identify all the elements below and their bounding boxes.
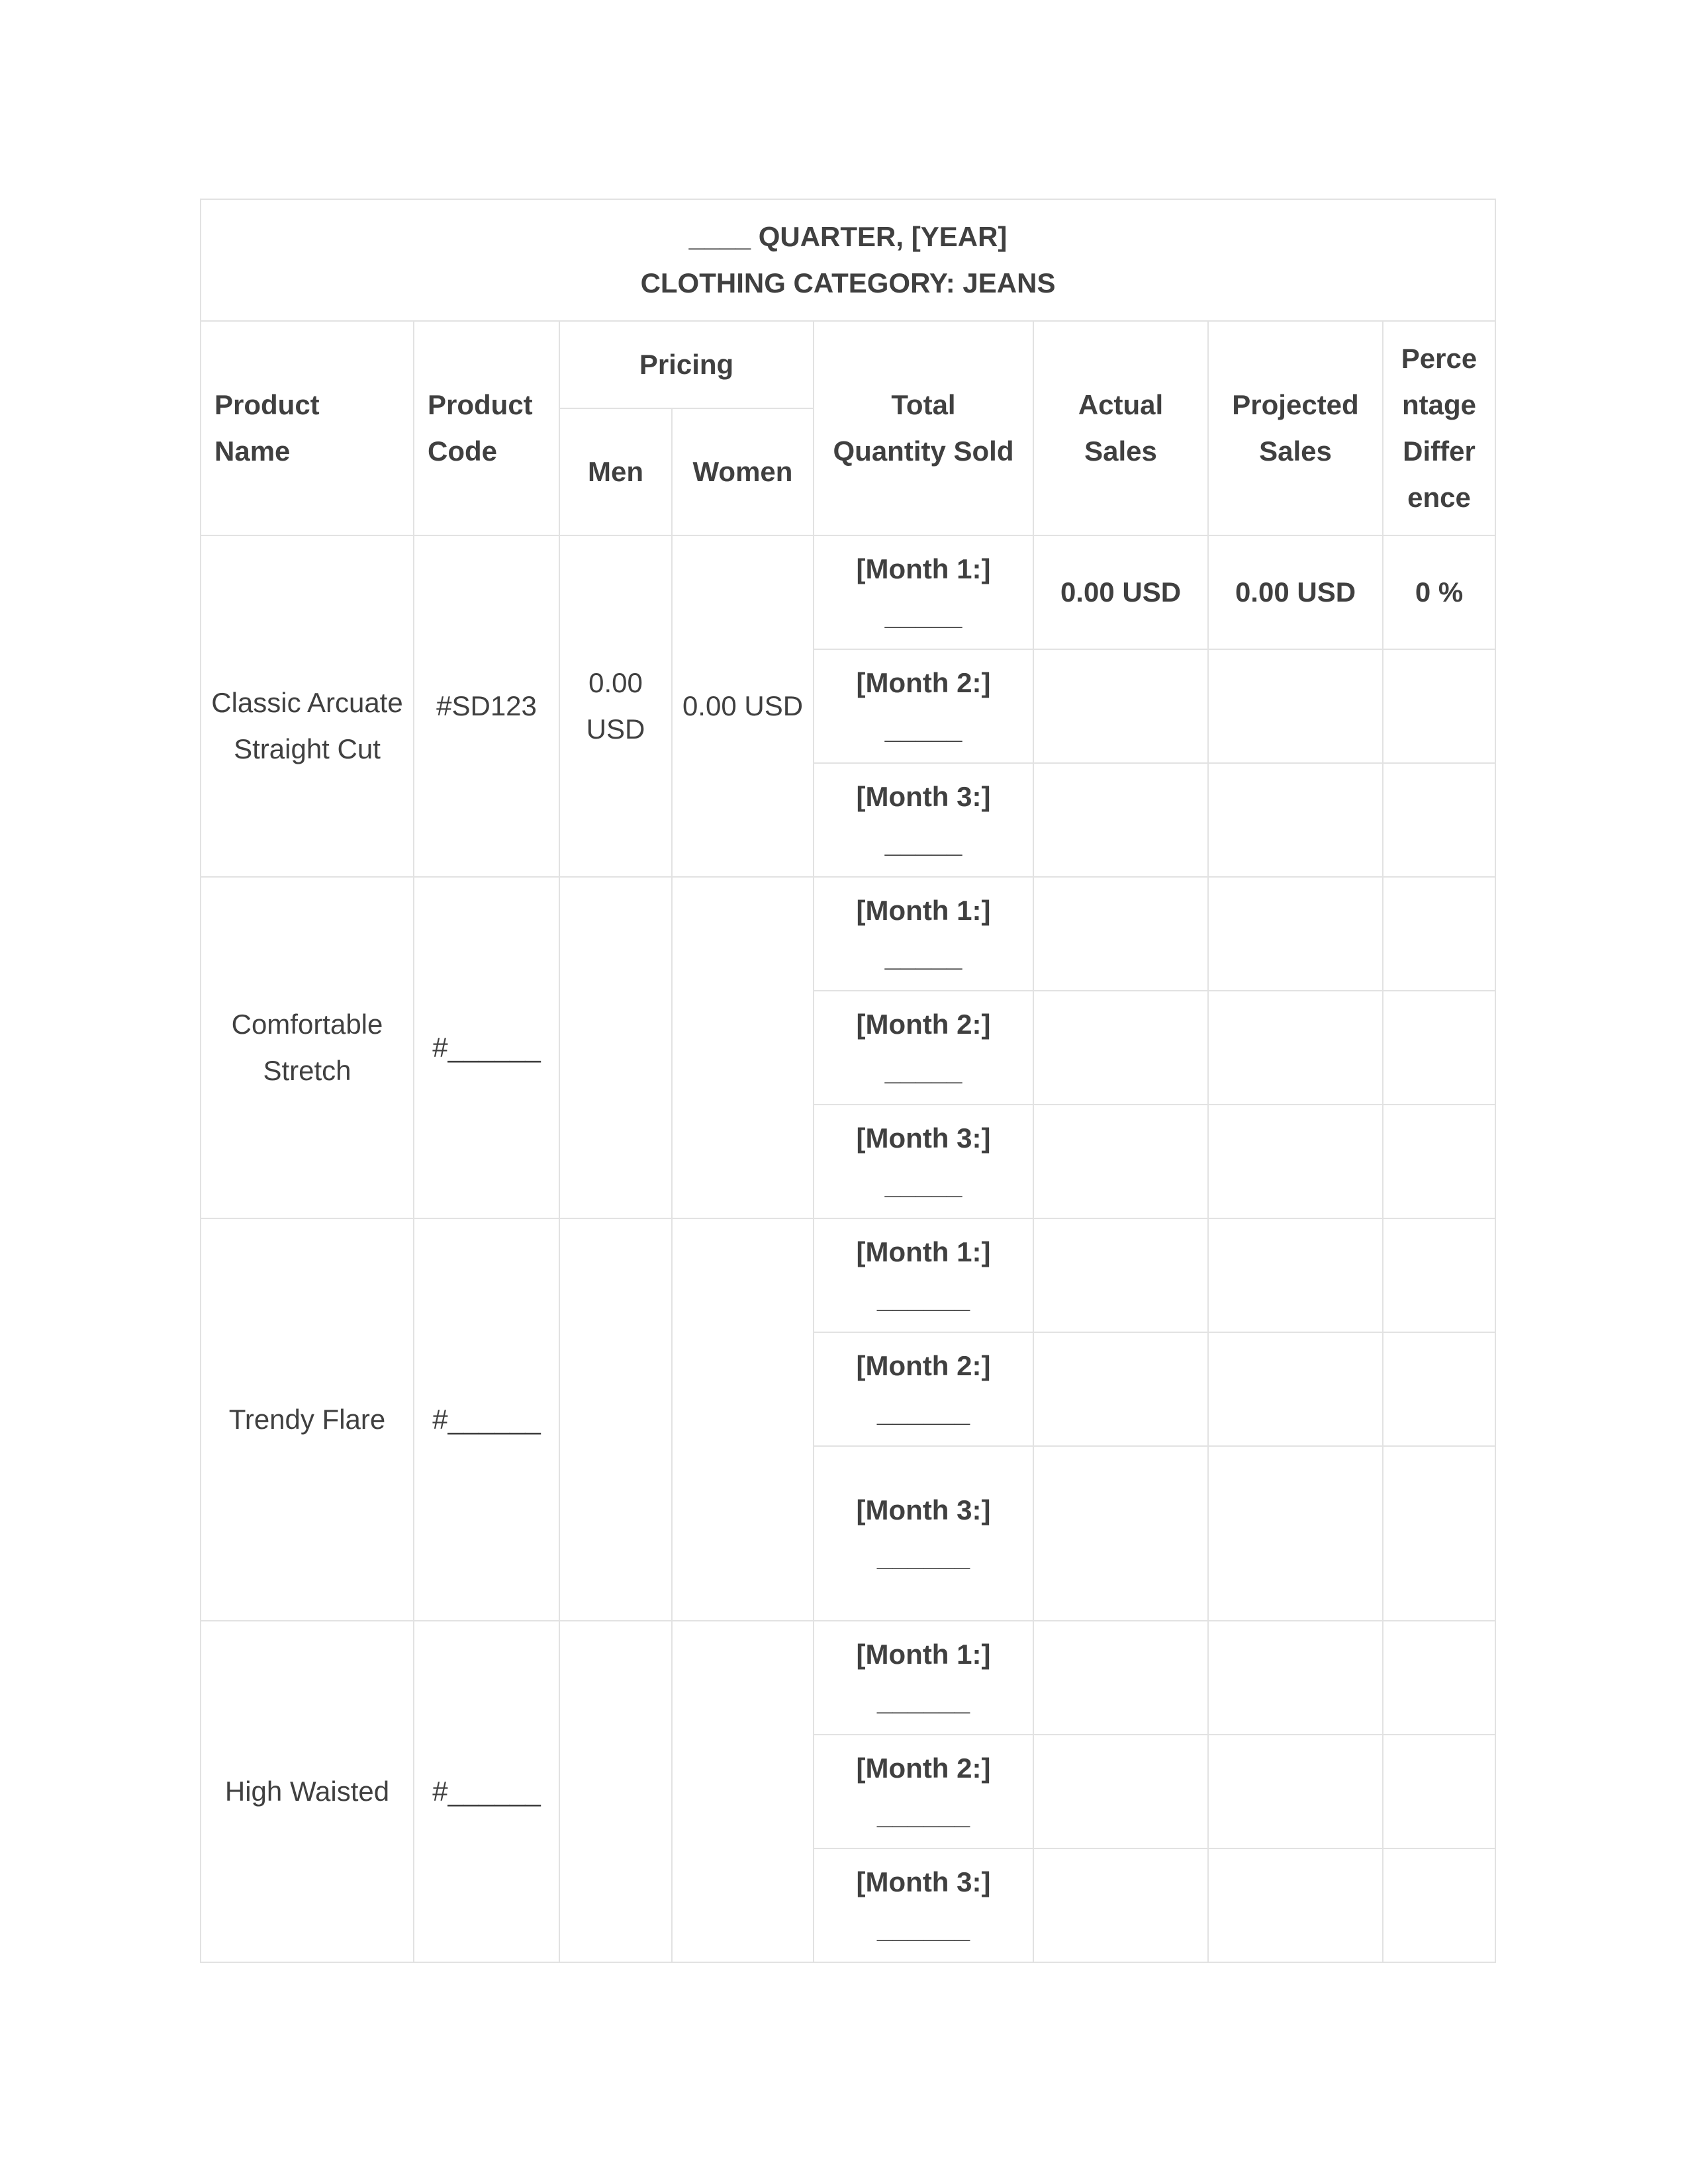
men-price-cell bbox=[559, 877, 672, 1218]
product-name-cell: Trendy Flare bbox=[201, 1218, 414, 1621]
month-cell: [Month 1:] _____ bbox=[814, 877, 1033, 991]
projected-sales-cell bbox=[1208, 991, 1383, 1105]
header-percentage-difference: Perce ntage Differ ence bbox=[1383, 321, 1495, 535]
actual-sales-cell bbox=[1033, 1735, 1208, 1848]
month-cell: [Month 2:] ______ bbox=[814, 1332, 1033, 1446]
actual-sales-cell bbox=[1033, 1621, 1208, 1735]
projected-sales-cell bbox=[1208, 1735, 1383, 1848]
percentage-cell: 0 % bbox=[1383, 535, 1495, 649]
projected-sales-cell bbox=[1208, 1332, 1383, 1446]
percentage-cell bbox=[1383, 649, 1495, 763]
month-cell: [Month 2:] ______ bbox=[814, 1735, 1033, 1848]
projected-sales-cell bbox=[1208, 763, 1383, 877]
actual-sales-cell bbox=[1033, 877, 1208, 991]
month-cell: [Month 3:] ______ bbox=[814, 1848, 1033, 1962]
title-category: CLOTHING CATEGORY: JEANS bbox=[640, 267, 1056, 298]
sales-report-table bbox=[200, 199, 1496, 1963]
women-price-cell bbox=[672, 1621, 814, 1962]
men-price-cell: 0.00 USD bbox=[559, 535, 672, 877]
month-cell: [Month 1:] ______ bbox=[814, 1218, 1033, 1332]
month-cell: [Month 2:] _____ bbox=[814, 991, 1033, 1105]
header-pricing: Pricing bbox=[559, 321, 814, 408]
actual-sales-cell bbox=[1033, 649, 1208, 763]
projected-sales-cell bbox=[1208, 1621, 1383, 1735]
month-cell: [Month 2:] _____ bbox=[814, 649, 1033, 763]
month-cell: [Month 1:] _____ bbox=[814, 535, 1033, 649]
percentage-cell bbox=[1383, 991, 1495, 1105]
projected-sales-cell bbox=[1208, 1848, 1383, 1962]
product-code-cell: #SD123 bbox=[414, 535, 559, 877]
projected-sales-cell bbox=[1208, 1218, 1383, 1332]
projected-sales-cell bbox=[1208, 1105, 1383, 1218]
percentage-cell bbox=[1383, 1848, 1495, 1962]
women-price-cell bbox=[672, 877, 814, 1218]
product-code-cell: #______ bbox=[414, 877, 559, 1218]
projected-sales-cell: 0.00 USD bbox=[1208, 535, 1383, 649]
report-sheet bbox=[200, 199, 1495, 1963]
product-code-cell: #______ bbox=[414, 1218, 559, 1621]
product-name-cell: High Waisted bbox=[201, 1621, 414, 1962]
actual-sales-cell bbox=[1033, 1105, 1208, 1218]
percentage-cell bbox=[1383, 763, 1495, 877]
actual-sales-cell bbox=[1033, 763, 1208, 877]
product-name-cell: Comfortable Stretch bbox=[201, 877, 414, 1218]
actual-sales-cell bbox=[1033, 991, 1208, 1105]
month-cell: [Month 1:] ______ bbox=[814, 1621, 1033, 1735]
percentage-cell bbox=[1383, 1621, 1495, 1735]
month-cell: [Month 3:] ______ bbox=[814, 1446, 1033, 1621]
percentage-cell bbox=[1383, 1735, 1495, 1848]
product-name-cell: Classic Arcuate Straight Cut bbox=[201, 535, 414, 877]
women-price-cell bbox=[672, 1218, 814, 1621]
product-code-cell: #______ bbox=[414, 1621, 559, 1962]
projected-sales-cell bbox=[1208, 1446, 1383, 1621]
actual-sales-cell bbox=[1033, 1332, 1208, 1446]
header-product-name: Product Name bbox=[201, 321, 414, 535]
women-price-cell: 0.00 USD bbox=[672, 535, 814, 877]
projected-sales-cell bbox=[1208, 649, 1383, 763]
header-product-code: Product Code bbox=[414, 321, 559, 535]
actual-sales-cell bbox=[1033, 1446, 1208, 1621]
header-total-quantity: Total Quantity Sold bbox=[814, 321, 1033, 535]
percentage-cell bbox=[1383, 1332, 1495, 1446]
actual-sales-cell bbox=[1033, 1218, 1208, 1332]
percentage-cell bbox=[1383, 1105, 1495, 1218]
title-quarter: ____ QUARTER, [YEAR] bbox=[688, 221, 1008, 252]
men-price-cell bbox=[559, 1621, 672, 1962]
month-cell: [Month 3:] _____ bbox=[814, 1105, 1033, 1218]
percentage-cell bbox=[1383, 1218, 1495, 1332]
percentage-cell bbox=[1383, 877, 1495, 991]
month-cell: [Month 3:] _____ bbox=[814, 763, 1033, 877]
header-men: Men bbox=[559, 408, 672, 535]
actual-sales-cell bbox=[1033, 1848, 1208, 1962]
header-women: Women bbox=[672, 408, 814, 535]
men-price-cell bbox=[559, 1218, 672, 1621]
projected-sales-cell bbox=[1208, 877, 1383, 991]
report-title bbox=[201, 199, 1495, 321]
header-actual-sales: Actual Sales bbox=[1033, 321, 1208, 535]
header-projected-sales: Projected Sales bbox=[1208, 321, 1383, 535]
actual-sales-cell: 0.00 USD bbox=[1033, 535, 1208, 649]
percentage-cell bbox=[1383, 1446, 1495, 1621]
